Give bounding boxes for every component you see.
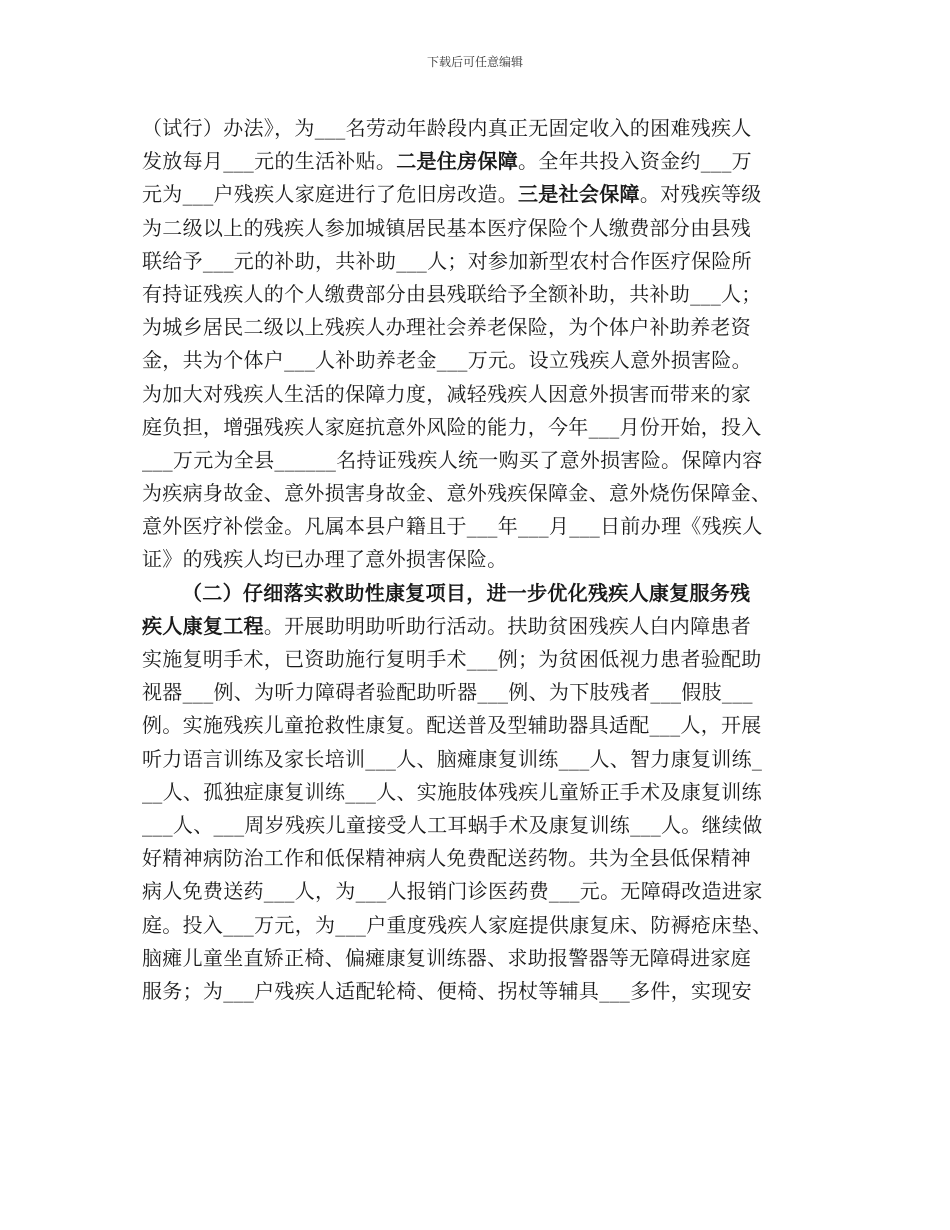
text-line [142, 743, 822, 776]
text-segment: 病人免费送药___人，为___人报销门诊医药费___元。无障碍改造进家 [142, 879, 763, 904]
text-segment: 。开展助明助听助行活动。扶助贫困残疾人白内障患者 [263, 613, 752, 638]
text-line [142, 178, 822, 211]
text-line [142, 477, 822, 510]
text-line [142, 311, 822, 344]
text-line [142, 411, 822, 444]
text-segment: 听力语言训练及家长培训___人、脑瘫康复训练___人、智力康复训练_ [142, 746, 763, 771]
text-segment: 为二级以上的残疾人参加城镇居民基本医疗保险个人缴费部分由县残 [142, 215, 751, 240]
text-line [142, 643, 822, 676]
text-segment: （试行）办法》，为___名劳动年龄段内真正无固定收入的困难残疾人 [142, 116, 752, 140]
text-line [142, 676, 822, 709]
text-line [142, 344, 822, 377]
text-line [142, 577, 822, 610]
text-line [142, 212, 822, 245]
text-segment: 联给予___元的补助，共补助___人；对参加新型农村合作医疗保险所 [142, 248, 752, 273]
text-segment: 庭负担，增强残疾人家庭抗意外风险的能力，今年___月份开始，投入 [142, 414, 762, 439]
text-line [142, 842, 822, 875]
text-line [142, 909, 822, 942]
text-segment: 脑瘫儿童坐直矫正椅、偏瘫康复训练器、求助报警器等无障碍进家庭 [142, 945, 751, 970]
text-line [142, 776, 822, 809]
text-segment: 为疾病身故金、意外损害身故金、意外残疾保障金、意外烧伤保障金、 [142, 481, 772, 506]
text-segment: 好精神病防治工作和低保精神病人免费配送药物。共为全县低保精神 [142, 846, 751, 871]
text-segment: 实施复明手术，已资助施行复明手术___例；为贫困低视力患者验配助 [142, 647, 762, 671]
text-segment: 。全年共投入资金约___万 [518, 149, 752, 174]
text-line [142, 809, 822, 842]
text-segment: 金，共为个体户___人补助养老金___万元。设立残疾人意外损害险。 [142, 348, 752, 373]
text-segment: ___人、___周岁残疾儿童接受人工耳蜗手术及康复训练___人。继续做 [142, 812, 763, 837]
text-segment: 视器___例、为听力障碍者验配助听器___例、为下肢残者___假肢___ [142, 680, 753, 705]
page-header: 下载后可任意编辑 [426, 55, 523, 69]
text-line [142, 278, 822, 311]
document-body [142, 112, 822, 1008]
bold-text-segment: 二是住房保障 [396, 149, 519, 174]
bold-text-segment: （二）仔细落实救助性康复项目，进一步优化残疾人康复服务残 [182, 580, 751, 605]
text-segment: 有持证残疾人的个人缴费部分由县残联给予全额补助，共补助___人； [142, 281, 762, 306]
text-segment: 例。实施残疾儿童抢救性康复。配送普及型辅助器具适配___人，开展 [142, 713, 762, 738]
text-segment: 为城乡居民二级以上残疾人办理社会养老保险，为个体户补助养老资 [142, 315, 751, 340]
text-segment: 证》的残疾人均已办理了意外损害保险。 [142, 547, 508, 572]
text-segment: 。对残疾等级 [639, 182, 762, 207]
text-line [142, 112, 822, 145]
text-line [142, 378, 822, 411]
text-line [142, 510, 822, 543]
text-line [142, 709, 822, 742]
text-segment: 庭。投入___万元，为___户重度残疾人家庭提供康复床、防褥疮床垫、 [142, 912, 773, 937]
text-line [142, 444, 822, 477]
text-line [142, 942, 822, 975]
text-segment: 意外医疗补偿金。凡属本县户籍且于___年___月___日前办理《残疾人 [142, 514, 763, 539]
text-line [142, 145, 822, 178]
text-segment: 发放每月___元的生活补贴。 [142, 149, 397, 174]
text-segment: ___万元为全县______名持证残疾人统一购买了意外损害险。保障内容 [142, 447, 763, 472]
text-segment: 服务；为___户残疾人适配轮椅、便椅、拐杖等辅具___多件，实现安 [142, 978, 752, 1003]
text-segment: 为加大对残疾人生活的保障力度，减轻残疾人因意外损害而带来的家 [142, 381, 751, 406]
bold-text-segment: 三是社会保障 [518, 182, 640, 207]
text-line [142, 610, 822, 643]
text-segment: __人、孤独症康复训练___人、实施肢体残疾儿童矫正手术及康复训练 [142, 779, 762, 804]
text-line [142, 975, 822, 1008]
text-line [142, 245, 822, 278]
text-line [142, 543, 822, 576]
bold-text-segment: 疾人康复工程 [142, 613, 264, 638]
text-line [142, 875, 822, 908]
text-segment: 元为___户残疾人家庭进行了危旧房改造。 [142, 182, 518, 207]
